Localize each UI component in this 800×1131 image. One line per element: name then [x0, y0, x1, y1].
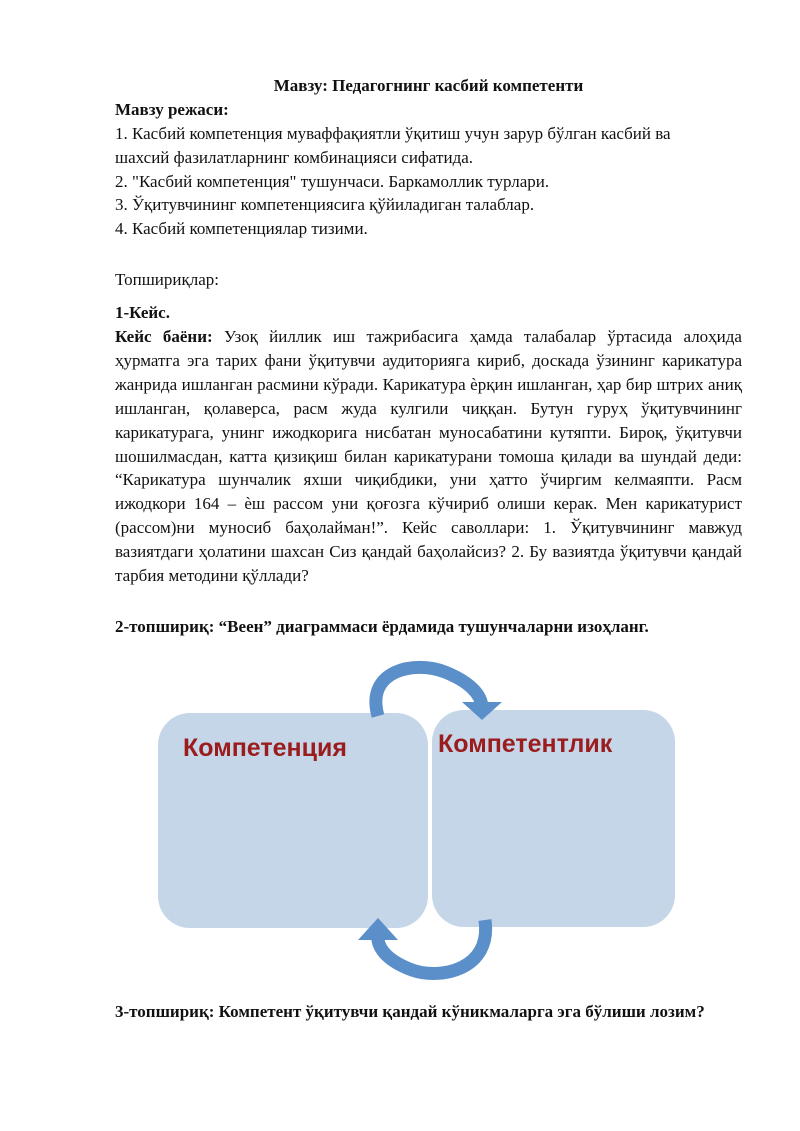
- case-description: [115, 325, 742, 588]
- plan-item: 4. Касбий компетенциялар тизими.: [115, 219, 368, 238]
- page-title: Мавзу: Педагогнинг касбий компетенти: [273, 76, 584, 95]
- plan-item: шахсий фазилатларнинг комбинацияси сифатида.: [115, 148, 474, 167]
- case1-heading: 1-Кейс.: [115, 303, 170, 322]
- plan-item: 3. Ўқитувчининг компетенциясига қўйиладиган талаблар.: [115, 195, 535, 214]
- plan-item: 2. "Касбий компетенция" тушунчаси. Баркамоллик турлари.: [115, 172, 550, 191]
- right-concept-label: Компетентлик: [438, 730, 613, 758]
- case-text: Узоқ йиллик иш тажрибасига ҳамда талабалар ўртасида алоҳида ҳурматга эга тарих фани ўқитувчи аудиторияга кириб, доскада ўзининг карикатура жанрида ишланган расмини кўради. Карикатура ѐрқин ишланган, ҳар бир штрих аниқ ишланган, қолаверса, расм жуда кулгили чиққан. Бутун гуруҳ ўқитувчининг карикатурага, унинг ижодкорига нисбатан муносабатини кутяпти. Бироқ, ўқитувчи шошилмасдан, катта қизиқиш билан карикатурани томоша қилади ва шундай деди: “Карикатура шунчалик яхши чиқибдики, уни ҳатто ўчиргим келмаяпти. Расм ижодкори 164 – ѐш рассом уни қоғозга кўчириб олиши керак. Мен карикатурист (рассом)ни муносиб баҳолайман!”. Кейс саволлари: 1. Ўқитувчининг мавжуд вазиятдаги ҳолатини шахсан Сиз қандай баҳолайсиз? 2. Бу вазиятда ўқитувчи қандай тарбия методини қўллади?: [115, 327, 742, 586]
- plan-heading: Мавзу режаси:: [115, 100, 229, 119]
- plan-item: 1. Касбий компетенция муваффақиятли ўқитиш учун зарур бўлган касбий ва: [115, 124, 671, 143]
- task3-text: 3-топшириқ: Компетент ўқитувчи қандай кўникмаларга эга бўлиши лозим?: [115, 1002, 705, 1021]
- case-label: Кейс баёни:: [115, 327, 213, 346]
- venn-diagram: [150, 650, 690, 985]
- top-cycle-arrow: [376, 667, 482, 716]
- tasks-heading: Топшириқлар:: [115, 270, 220, 289]
- left-concept-label: Компетенция: [183, 734, 347, 762]
- task2-text: 2-топшириқ: “Веен” диаграммаси ёрдамида тушунчаларни изоҳланг.: [115, 617, 649, 636]
- bottom-cycle-arrow: [378, 920, 486, 973]
